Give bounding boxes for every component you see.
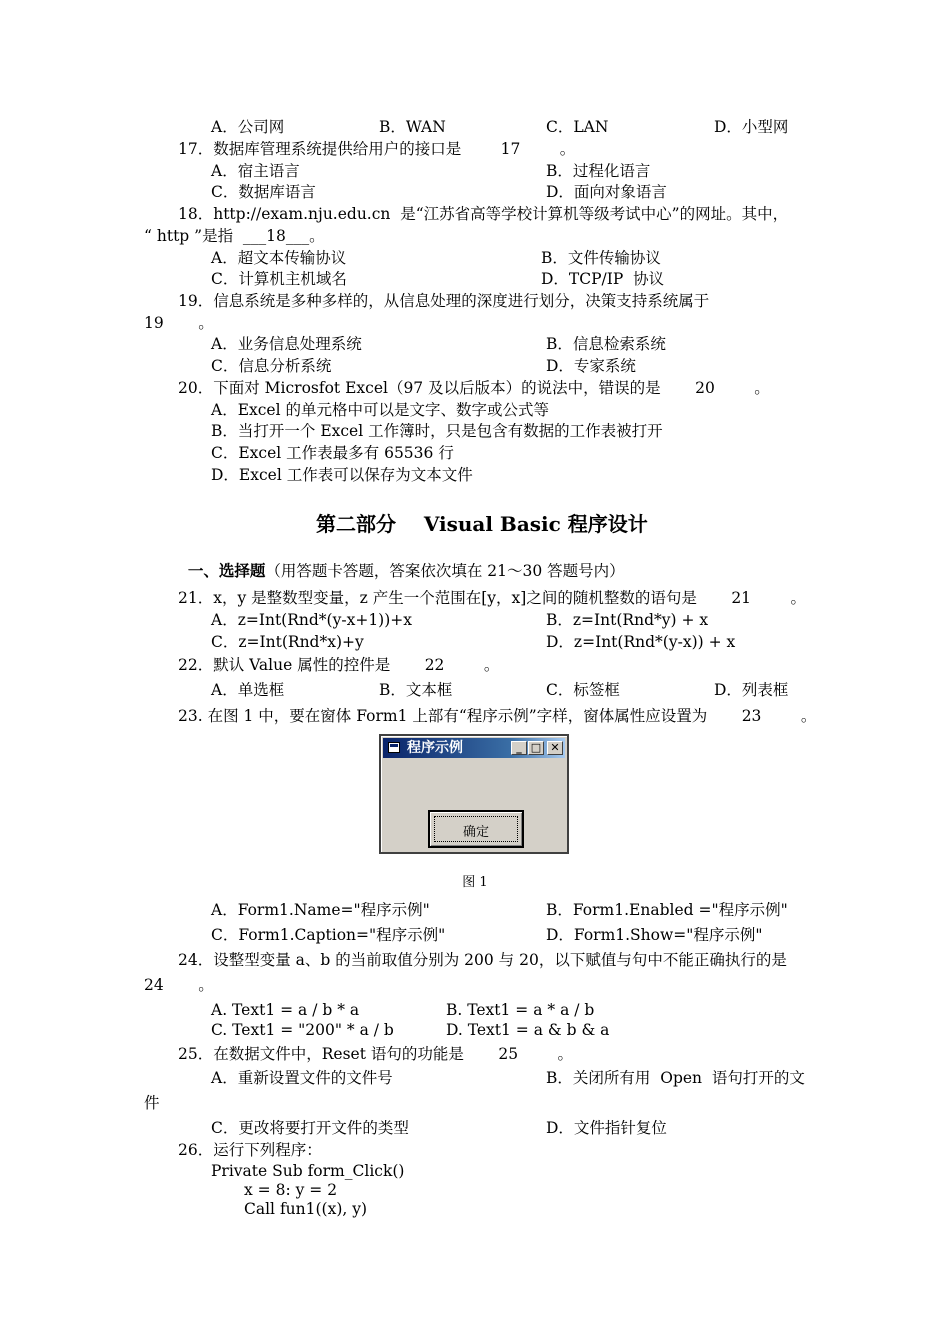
q22-option-b: B．文本框 — [379, 681, 453, 699]
maximize-icon[interactable]: □ — [528, 741, 544, 755]
q22-stem: 22．默认 Value 属性的控件是 22 。 — [178, 656, 500, 674]
q17-stem: 17．数据库管理系统提供给用户的接口是 17 。 — [178, 140, 576, 158]
q20-option-a: A．Excel 的单元格中可以是文字、数字或公式等 — [211, 401, 549, 419]
q17-option-b: B．过程化语言 — [546, 162, 651, 180]
q17-option-c: C．数据库语言 — [211, 183, 316, 201]
q18-option-c: C．计算机主机域名 — [211, 270, 347, 288]
q17-option-d: D．面向对象语言 — [546, 183, 667, 201]
minimize-icon[interactable]: _ — [511, 741, 527, 755]
q20-option-b: B．当打开一个 Excel 工作簿时，只是包含有数据的工作表被打开 — [211, 422, 663, 440]
q21-option-b: B．z=Int(Rnd*y) + x — [546, 611, 709, 629]
q21-option-d: D．z=Int(Rnd*(y-x)) + x — [546, 633, 736, 651]
close-icon[interactable]: ✕ — [547, 741, 563, 755]
q21-option-a: A．z=Int(Rnd*(y-x+1))+x — [211, 611, 413, 629]
q21-option-c: C．z=Int(Rnd*x)+y — [211, 633, 364, 651]
q23-stem: 23. 在图 1 中，要在窗体 Form1 上部有“程序示例”字样，窗体属性应设置为 23 。 — [178, 707, 817, 725]
q16-option-d: D．小型网 — [714, 118, 789, 136]
q23-option-a: A．Form1.Name="程序示例" — [211, 901, 430, 919]
q24-option-b: B. Text1 = a * a / b — [446, 1001, 595, 1019]
code-line-3: Call fun1((x), y) — [244, 1200, 368, 1218]
q20-stem: 20．下面对 Microsfot Excel（97 及以后版本）的说法中，错误的是 20 。 — [178, 379, 770, 397]
q22-option-d: D．列表框 — [714, 681, 789, 699]
q19-option-c: C．信息分析系统 — [211, 357, 332, 375]
ok-button-label: 确定 — [462, 825, 489, 840]
code-line-1: Private Sub form_Click() — [211, 1162, 405, 1180]
q23-option-b: B．Form1.Enabled ="程序示例" — [546, 901, 788, 919]
q23-option-d: D．Form1.Show="程序示例" — [546, 926, 763, 944]
section-heading — [178, 541, 625, 581]
q24-option-a: A. Text1 = a / b * a — [211, 1001, 360, 1019]
q25-stem: 25．在数据文件中，Reset 语句的功能是 25 。 — [178, 1045, 573, 1063]
ok-button[interactable] — [428, 810, 524, 848]
q26-stem: 26．运行下列程序： — [178, 1141, 322, 1159]
q23-option-c: C．Form1.Caption="程序示例" — [211, 926, 446, 944]
section-instruction: （用答题卡答题，答案依次填在 21～30 答题号内） — [265, 562, 625, 580]
q18-stem-cont: “ http ”是指 ___18___。 — [144, 227, 325, 245]
q18-option-b: B．文件传输协议 — [541, 249, 661, 267]
q19-option-a: A．业务信息处理系统 — [211, 335, 362, 353]
window-titlebar — [383, 738, 565, 758]
q19-option-d: D．专家系统 — [546, 357, 636, 375]
q19-stem: 19．信息系统是多种多样的，从信息处理的深度进行划分，决策支持系统属于 — [178, 292, 710, 310]
q17-option-a: A．宿主语言 — [211, 162, 300, 180]
q16-option-a: A．公司网 — [211, 118, 285, 136]
q22-option-c: C．标签框 — [546, 681, 620, 699]
q20-option-c: C．Excel 工作表最多有 65536 行 — [211, 444, 454, 462]
window-title: 程序示例 — [407, 740, 463, 756]
q25-option-d: D．文件指针复位 — [546, 1119, 667, 1137]
q16-option-c: C．LAN — [546, 118, 609, 136]
form-icon — [388, 742, 400, 753]
part-two-heading: 第二部分 Visual Basic 程序设计 — [316, 512, 648, 536]
q25-option-b-cont: 件 — [144, 1094, 160, 1112]
q24-option-d: D. Text1 = a & b & a — [446, 1021, 610, 1039]
q18-stem: 18．http://exam.nju.edu.cn 是“江苏省高等学校计算机等级考试中心”的网址。其中， — [178, 205, 789, 223]
q19-stem-cont: 19 。 — [144, 314, 214, 332]
q25-option-a: A．重新设置文件的文件号 — [211, 1069, 393, 1087]
figure-caption: 图 1 — [462, 875, 488, 890]
q18-option-d: D．TCP/IP 协议 — [541, 270, 665, 288]
q25-option-c: C．更改将要打开文件的类型 — [211, 1119, 409, 1137]
q22-option-a: A．单选框 — [211, 681, 285, 699]
q24-stem: 24．设整型变量 a、b 的当前取值分别为 200 与 20，以下赋值与句中不能正确执行的是 — [178, 951, 787, 969]
q24-option-c: C. Text1 = "200" * a / b — [211, 1021, 394, 1039]
q24-stem-cont: 24 。 — [144, 976, 214, 994]
q19-option-b: B．信息检索系统 — [546, 335, 666, 353]
q16-option-b: B．WAN — [379, 118, 446, 136]
q20-option-d: D．Excel 工作表可以保存为文本文件 — [211, 466, 473, 484]
q18-option-a: A．超文本传输协议 — [211, 249, 347, 267]
section-title: 一、选择题 — [187, 561, 266, 580]
q25-option-b: B．关闭所有用 Open 语句打开的文 — [546, 1069, 805, 1087]
q21-stem: 21．x，y 是整数型变量，z 产生一个范围在[y，x]之间的随机整数的语句是 21 。 — [178, 589, 806, 607]
figure-form-window — [379, 734, 569, 854]
code-line-2: x = 8: y = 2 — [244, 1181, 338, 1199]
